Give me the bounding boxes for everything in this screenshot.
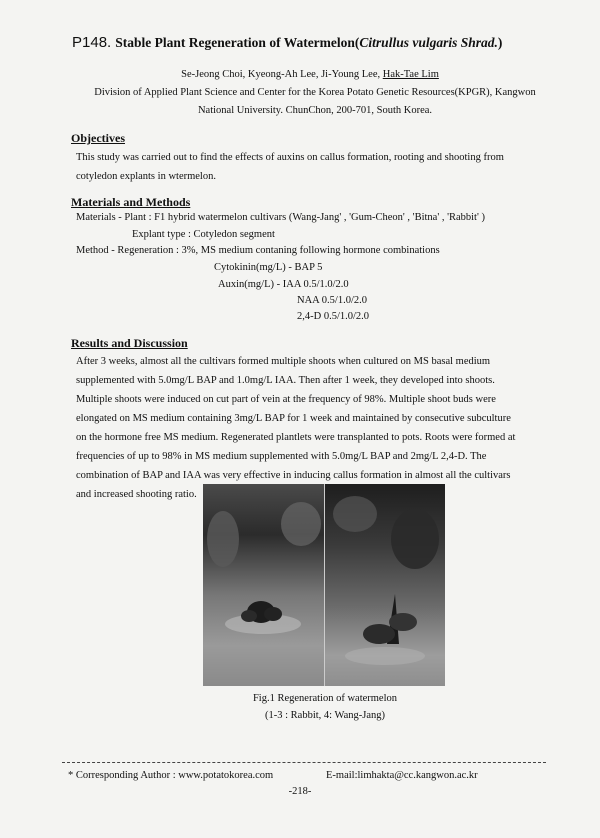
results-line: supplemented with 5.0mg/L BAP and 1.0mg/L IAA. Then after 1 week, they developed into shoots. [76, 375, 495, 386]
results-line: frequencies of up to 98% in MS medium supplemented with 5.0mg/L BAP and 2mg/L 2,4-D. The [76, 451, 487, 462]
corresponding-author-name: Hak-Tae Lim [382, 69, 439, 80]
results-heading: Results and Discussion [71, 336, 188, 350]
poster-id: P148. [72, 34, 112, 51]
affiliation [55, 84, 575, 120]
results-line: After 3 weeks, almost all the cultivars formed multiple shoots when cultured on MS basal medium [76, 356, 491, 367]
results-text [76, 352, 552, 504]
d24-line: 2,4-D 0.5/1.0/2.0 [297, 311, 370, 322]
explant-line: Explant type : Cotyledon segment [132, 229, 275, 240]
title-species: Citrullus vulgaris Shrad. [359, 35, 498, 50]
results-line: combination of BAP and IAA was very effective in inducing callus formation in almost all the cultivars [76, 470, 511, 481]
materials-line: Materials - Plant : F1 hybrid watermelon cultivars (Wang-Jang' , 'Gum-Cheon' , 'Bitna' , 'Rabbit' ) [76, 212, 485, 223]
email: E-mail:limhakta@cc.kangwon.ac.kr [326, 770, 478, 781]
figure-caption-2: (1-3 : Rabbit, 4: Wang-Jang) [265, 710, 385, 721]
figure-caption-1: Fig.1 Regeneration of watermelon [252, 693, 398, 704]
title-row [72, 34, 572, 52]
method-line: Method - Regeneration : 3%, MS medium contaning following hormone combinations [76, 245, 440, 256]
figure-panel-right [325, 484, 445, 686]
methods-heading: Materials and Methods [71, 195, 191, 209]
objectives-heading: Objectives [71, 131, 125, 145]
footer-divider [62, 762, 546, 763]
affiliation-line-2: National University. ChunChon, 200-701, South Korea. [197, 105, 433, 116]
corresponding-author: * Corresponding Author : www.potatokorea.com [68, 770, 274, 781]
objectives-line-1: This study was carried out to find the effects of auxins on callus formation, rooting and shooting from [76, 152, 504, 163]
figure-photo [203, 484, 445, 686]
title-close: ) [497, 35, 503, 50]
title-main: Stable Plant Regeneration of Watermelon( [115, 35, 360, 50]
affiliation-line-1: Division of Applied Plant Science and Center for the Korea Potato Genetic Resources(KPGR), Kangwon [94, 87, 536, 98]
authors-plain: Se-Jeong Choi, Kyeong-Ah Lee, Ji-Young Lee, [181, 69, 383, 80]
results-line: and increased shooting ratio. [76, 489, 197, 500]
objectives-text [76, 148, 552, 186]
results-line: elongated on MS medium containing 3mg/L BAP for 1 week and maintained by consecutive subculture [76, 413, 511, 424]
auxin-line: Auxin(mg/L) - IAA 0.5/1.0/2.0 [218, 279, 349, 290]
results-line: Multiple shoots were induced on cut part of vein at the frequency of 98%. Multiple shoot buds were [76, 394, 496, 405]
authors [60, 66, 560, 84]
plant-photo-left [203, 484, 324, 686]
paper-title [115, 35, 502, 50]
plant-photo-right [325, 484, 445, 686]
objectives-line-2: cotyledon explants in wtermelon. [76, 171, 216, 182]
figure-panel-left [203, 484, 324, 686]
cytokinin-line: Cytokinin(mg/L) - BAP 5 [214, 262, 323, 273]
naa-line: NAA 0.5/1.0/2.0 [297, 295, 368, 306]
results-line: on the hormone free MS medium. Regenerated plantlets were transplanted to pots. Roots were formed at [76, 432, 516, 443]
page-number: -218- [288, 786, 312, 797]
